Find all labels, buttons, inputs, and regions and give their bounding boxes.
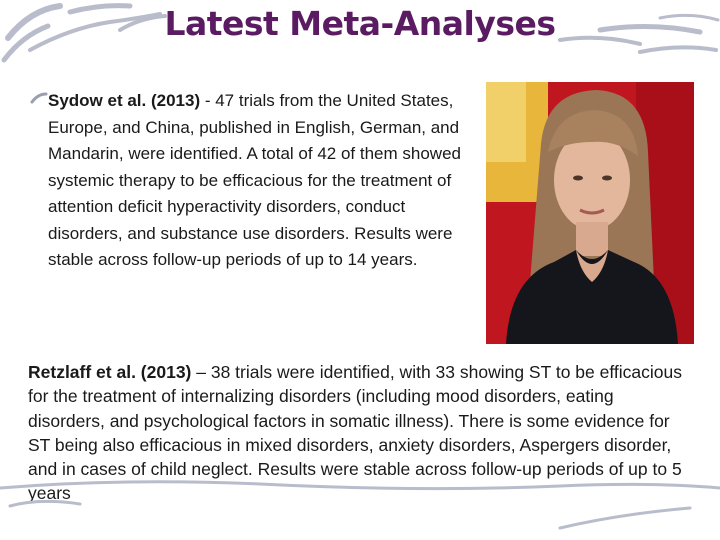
author-photo [486,82,694,344]
bullet-sydow [48,88,468,274]
paragraph-retzlaff [28,360,694,506]
author-sydow: Sydow et al. (2013) [48,91,201,110]
author-retzlaff: Retzlaff et al. (2013) [28,362,192,382]
bullet-sydow-text: - 47 trials from the United States, Europe, and China, published in English, German, and Mandarin, were identified. A total of 42 of them showed systemic therapy to be efficacious for the treatment of attention deficit hyperactivity disorders, conduct disorders, and substance use disorders. Results were stable across follow-up periods of up to 14 years. [48,91,461,269]
swoosh-bullet-icon [30,92,48,104]
paragraph-retzlaff-text: – 38 trials were identified, with 33 showing ST to be efficacious for the treatment of internalizing disorders (including mood disorders, eating disorders, and psychological factors in somatic illness). There is some evidence for ST being also efficacious in mixed disorders, anxiety disorders, Aspergers disorder, and in cases of child neglect. Results were stable across follow-up periods of up to 5 years [28,362,682,504]
slide-title: Latest Meta-Analyses [164,4,556,43]
